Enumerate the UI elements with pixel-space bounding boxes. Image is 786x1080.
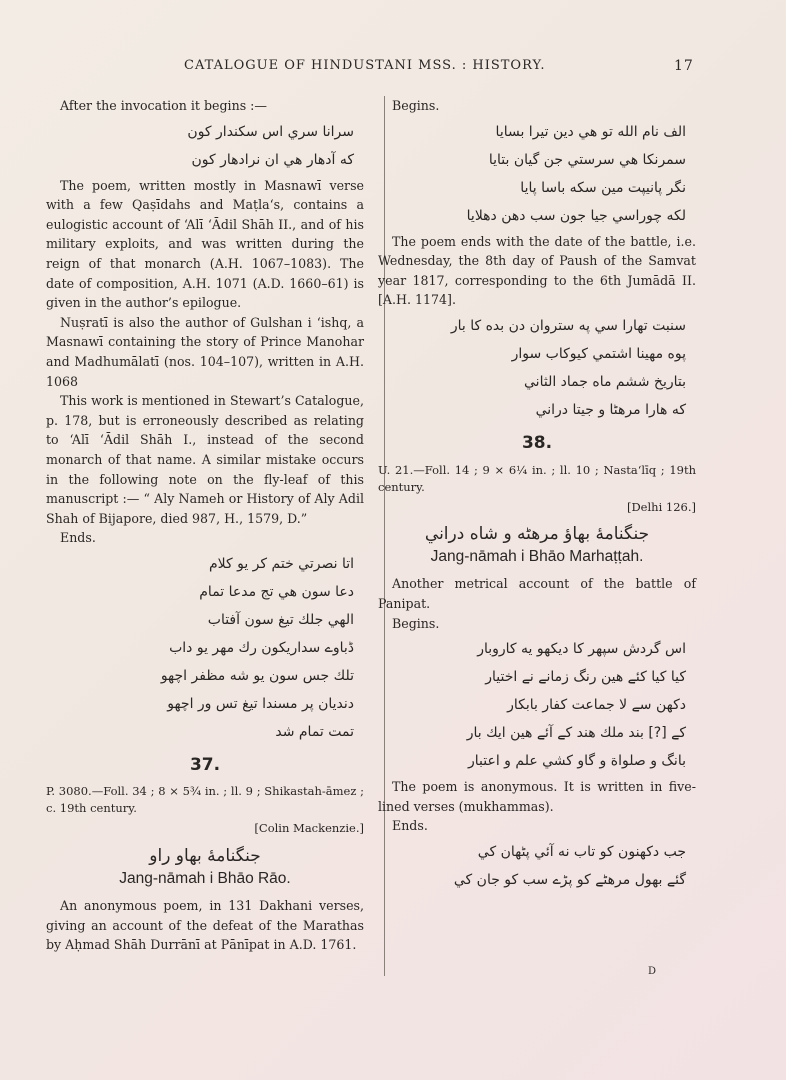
- verse-line: الف نام الله تو هي دين تيرا بسايا: [495, 123, 686, 140]
- verse-line: اس گردش سپهر كا ديكهو يه كاروبار: [477, 641, 686, 658]
- ending-verses: [378, 838, 696, 894]
- entry-number: 38.: [521, 432, 553, 453]
- verse-line: سمرنكا هي سرستي جن گيان بتايا: [488, 151, 686, 168]
- verse-line: بانگ و صلواة و گاو كشي علم و اعتبار: [468, 753, 686, 770]
- description-paragraph: Another metrical account of the battle of Panipat.: [378, 576, 696, 611]
- begins-label: Begins.: [392, 98, 440, 113]
- description-paragraph: The poem ends with the date of the battle, i.e. Wednesday, the 8th day of Paush of the Samvat year 1817, corresponding to the 6th Jumādā II. [A.H. 1174].: [378, 233, 696, 308]
- verse-line: لكه چوراسي جيا جون سب دهن دهلايا: [466, 207, 686, 224]
- description-paragraph: An anonymous poem, in 131 Dakhani verses, giving an account of the defeat of the Marathas by Aḥmad Shāh Durrānī at Pānīpat in A.D. 1761.: [46, 898, 364, 953]
- verse-line: پوه مهينا اشتمي كيوكاب سوار: [511, 345, 686, 362]
- description-paragraph: Nuṣratī is also the author of Gulshan i ‘ishq, a Masnawī containing the story of Prince Manohar and Madhumālatī (nos. 104–107), written in A.H. 1068: [46, 314, 364, 389]
- verse-line: كيا كيا كئے هين رنگ زمانے نے اختيار: [485, 669, 686, 686]
- verse-line: كه هارا مرهٹا و جيتا دراني: [535, 401, 686, 418]
- verse-line: تلك جس سون يو شه مظفر اچهو: [160, 667, 354, 684]
- verse-line: دنديان پر مسندا تيغ تس ور اچهو: [167, 695, 354, 712]
- entry-title-roman: Jang-nāmah i Bhāo Rāo.: [119, 869, 291, 887]
- verse-line: الهي جلك تيغ سون آفتاب: [207, 611, 354, 628]
- ending-verses: [46, 550, 364, 746]
- page-number: 17: [674, 58, 694, 74]
- description-paragraph: The poem, written mostly in Masnawī verse with a few Qaṣīdahs and Maṭla‘s, contains a eulogistic account of ‘Alī ‘Ādil Shāh II., and of his military exploits, and was written during the reign of that monarch (A.H. 1067–1083). The date of composition, A.H. 1071 (A.D. 1660–61) is given in the author’s epilogue.: [46, 177, 364, 311]
- entry-title-urdu: جنگنامهٔ بهاؤ مرهٹه و شاه دراني: [424, 524, 650, 545]
- invocation-intro: After the invocation it begins :—: [60, 98, 267, 113]
- shelfmark: P. 3080.—Foll. 34 ; 8 × 5¾ in. ; ll. 9 ; Shikastah-āmez ; c. 19th century.: [46, 784, 364, 816]
- date-verses: [378, 312, 696, 424]
- description-paragraph: This work is mentioned in Stewart’s Catalogue, p. 178, but is erroneously described as relating to ‘Alī ‘Ādil Shāh I., instead of the second monarch of that name. A similar mistake occurs in the following note on the fly-leaf of this manuscript :— “ Aly Nameh or History of Aly Adil Shah of Bijapore, died 987, H., 1579, D.”: [46, 393, 364, 526]
- running-title: CATALOGUE OF HINDUSTANI MSS. : HISTORY.: [184, 58, 546, 73]
- opening-verses: [46, 118, 364, 174]
- verse-line: كے [?] بند ملك هند كے آئے هين ايك بار: [466, 725, 686, 742]
- verse-line: دكهن سے لا جماعت كفار بابكار: [507, 697, 686, 714]
- begins-label: Begins.: [392, 615, 440, 631]
- verse-line: ڈباوے سداريكون رك مهر يو داب: [169, 639, 354, 656]
- beginning-verses: [378, 635, 696, 775]
- right-column: [378, 96, 696, 896]
- ends-label: Ends.: [392, 818, 428, 834]
- entry-number: 37.: [189, 754, 221, 775]
- beginning-verses: [378, 118, 696, 230]
- description-paragraph: The poem is anonymous. It is written in five-lined verses (mukhammas).: [378, 779, 696, 814]
- shelfmark: U. 21.—Foll. 14 ; 9 × 6¼ in. ; ll. 10 ; Nasta‘līq ; 19th century.: [378, 462, 696, 494]
- signature-mark: D: [648, 966, 657, 977]
- verse-line: نگر پانيپت مين سكه باسا پايا: [520, 179, 686, 196]
- verse-line: اتا نصرتي ختم كر يو كلام: [208, 555, 354, 572]
- colophon-line: تمت تمام شد: [275, 723, 354, 740]
- entry-title-roman: Jang-nāmah i Bhāo Marhaṭṭah.: [430, 547, 644, 565]
- verse-line: دعا سون هي تج مدعا تمام: [199, 583, 354, 600]
- collection-label: [Colin Mackenzie.]: [254, 821, 364, 836]
- ends-label: Ends.: [60, 530, 96, 546]
- left-column: [46, 96, 364, 955]
- collection-label: [Delhi 126.]: [626, 499, 696, 514]
- verse-line: گئے بهول مرهٹے كو پڑے سب كو جان كي: [453, 871, 686, 888]
- verse-line: سرانا سري اس سكندار كون: [187, 123, 354, 140]
- entry-title-urdu: جنگنامهٔ بهاو راو: [149, 846, 261, 867]
- verse-line: كه آدهار هي ان نرادهار كون: [191, 151, 354, 168]
- verse-line: سنبت تهارا سي په ستروان دن بده كا بار: [450, 317, 686, 334]
- verse-line: جب دكهنون كو تاب نه آئي پٹهان كي: [477, 843, 686, 860]
- verse-line: بتاريخ ششم ماه جماد الثاني: [524, 373, 686, 390]
